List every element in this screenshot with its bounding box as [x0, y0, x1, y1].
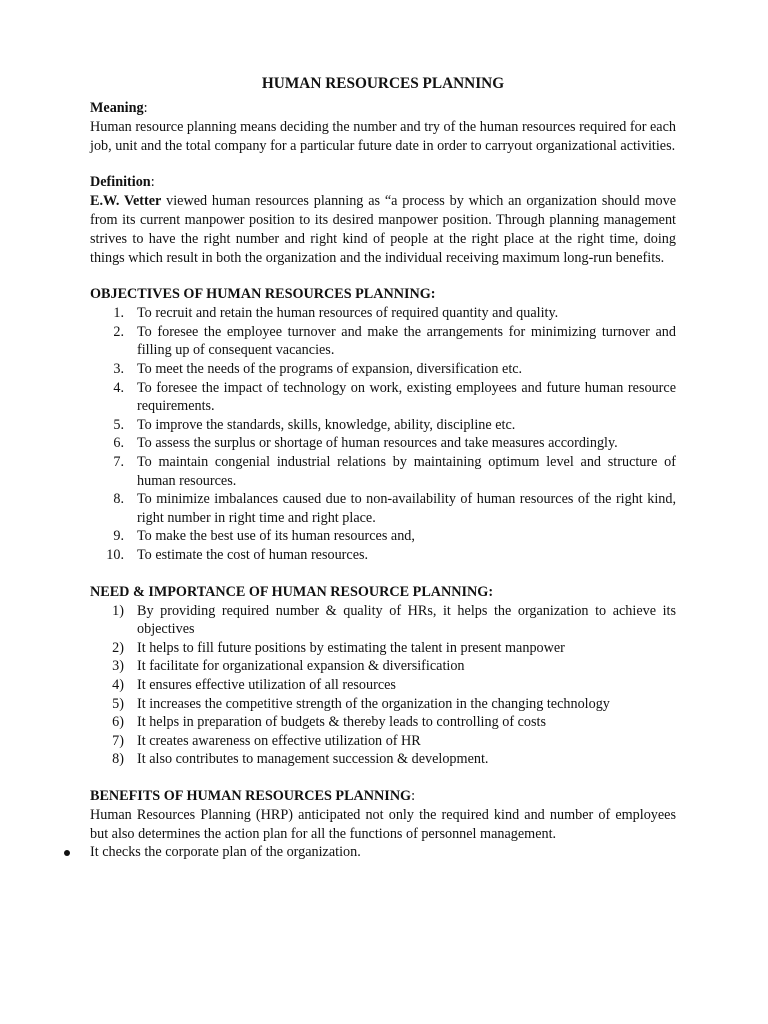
spacer: [90, 267, 676, 285]
list-item: [90, 639, 676, 658]
list-item: [90, 416, 676, 435]
objectives-list: [90, 304, 676, 564]
spacer: [90, 155, 676, 173]
list-item-text: To minimize imbalances caused due to non-availability of human resources of the right kind, right number in right time and right place.: [137, 491, 676, 526]
list-item-number: 2): [112, 639, 124, 656]
list-item-text: It helps in preparation of budgets & thereby leads to controlling of costs: [137, 714, 546, 731]
list-item: [90, 379, 676, 416]
list-item-number: 1.: [113, 305, 124, 322]
benefits-heading-label: BENEFITS OF HUMAN RESOURCES PLANNING: [90, 787, 412, 804]
bullet-dot-icon: [64, 850, 70, 856]
list-item-number: 2.: [113, 323, 124, 340]
list-item-number: 7.: [113, 453, 124, 470]
list-item: [90, 546, 676, 565]
list-item: [90, 657, 676, 676]
list-item-number: 3): [112, 658, 124, 675]
list-item-text: To improve the standards, skills, knowledge, ability, discipline etc.: [137, 416, 516, 433]
list-item: [90, 695, 676, 714]
list-item: [90, 434, 676, 453]
list-item: [90, 323, 676, 360]
list-item: [90, 490, 676, 527]
meaning-heading: [90, 99, 676, 118]
list-item: [90, 602, 676, 639]
list-item: [90, 527, 676, 546]
list-item-number: 8): [112, 751, 124, 768]
benefits-heading-colon: :: [411, 787, 416, 804]
list-item-text: It creates awareness on effective utilization of HR: [137, 732, 421, 749]
objectives-heading: OBJECTIVES OF HUMAN RESOURCES PLANNING:: [90, 286, 436, 303]
list-item-text: It helps to fill future positions by estimating the talent in present manpower: [137, 639, 565, 656]
list-item-text: To recruit and retain the human resources of required quantity and quality.: [137, 305, 559, 322]
list-item-text: To estimate the cost of human resources.: [137, 546, 369, 563]
list-item-text: To maintain congenial industrial relations by maintaining optimum level and structure of human resources.: [137, 453, 676, 489]
list-item-number: 6.: [113, 435, 124, 452]
list-item-number: 4): [112, 676, 124, 693]
list-item-text: It facilitate for organizational expansion & diversification: [137, 658, 465, 675]
list-item-number: 3.: [113, 361, 124, 377]
list-item-number: 6): [112, 714, 124, 731]
definition-heading-colon: :: [150, 174, 155, 191]
list-item: [90, 750, 676, 769]
list-item-text: To make the best use of its human resources and,: [137, 528, 415, 545]
list-item-number: 5): [112, 695, 124, 712]
list-item: [90, 713, 676, 732]
meaning-paragraph: Human resource planning means deciding the number and try of the human resources required for each job, unit and the total company for a particular future date in order to carryout organizational activities.: [90, 119, 676, 154]
definition-heading-label: Definition: [90, 174, 151, 191]
meaning-heading-colon: :: [143, 100, 148, 116]
meaning-heading-label: Meaning: [90, 100, 144, 116]
list-item-text: It ensures effective utilization of all resources: [137, 676, 396, 693]
definition-heading: [90, 173, 676, 192]
list-item-text: To foresee the impact of technology on work, existing employees and future human resource requirements.: [137, 379, 676, 415]
list-item: [90, 732, 676, 751]
definition-author: E.W. Vetter: [90, 193, 162, 210]
benefits-heading: [90, 787, 676, 806]
spacer: [90, 565, 676, 583]
list-item-number: 4.: [113, 379, 124, 396]
list-item-text: To assess the surplus or shortage of human resources and take measures accordingly.: [137, 435, 618, 452]
list-item: [90, 453, 676, 490]
list-item-text: It increases the competitive strength of the organization in the changing technology: [137, 695, 610, 712]
bullet-item: [90, 843, 676, 862]
list-item-text: It also contributes to management succession & development.: [137, 751, 489, 768]
bullet-item-text: It checks the corporate plan of the organization.: [90, 844, 361, 861]
definition-text: viewed human resources planning as “a process by which an organization should move from its current manpower position to its desired manpower position. Through planning management strives to have the right number and right kind of people at the right place at the right time, doing things which result in both the organization and the individual receiving maximum long-run benefits.: [90, 193, 677, 266]
definition-paragraph: [90, 192, 676, 267]
list-item-text: To meet the needs of the programs of expansion, diversification etc.: [137, 361, 523, 377]
document-title: HUMAN RESOURCES PLANNING: [261, 75, 505, 92]
list-item-number: 9.: [113, 528, 124, 545]
list-item-number: 10.: [106, 546, 124, 563]
list-item-number: 7): [112, 732, 124, 749]
spacer: [90, 769, 676, 787]
need-list: [90, 602, 676, 769]
need-heading: NEED & IMPORTANCE OF HUMAN RESOURCE PLANNING:: [90, 583, 494, 600]
list-item-number: 8.: [113, 491, 124, 508]
list-item-text: To foresee the employee turnover and make the arrangements for minimizing turnover and filling up of consequent vacancies.: [137, 323, 676, 359]
list-item-number: 1): [112, 602, 124, 619]
document-page: [90, 74, 676, 862]
benefits-paragraph: Human Resources Planning (HRP) anticipated not only the required kind and number of employees but also determines the action plan for all the functions of personnel management.: [90, 806, 676, 842]
list-item: [90, 676, 676, 695]
list-item: [90, 360, 676, 379]
list-item-number: 5.: [113, 416, 124, 433]
list-item: [90, 304, 676, 323]
list-item-text: By providing required number & quality of HRs, it helps the organization to achieve its objectives: [137, 602, 676, 638]
